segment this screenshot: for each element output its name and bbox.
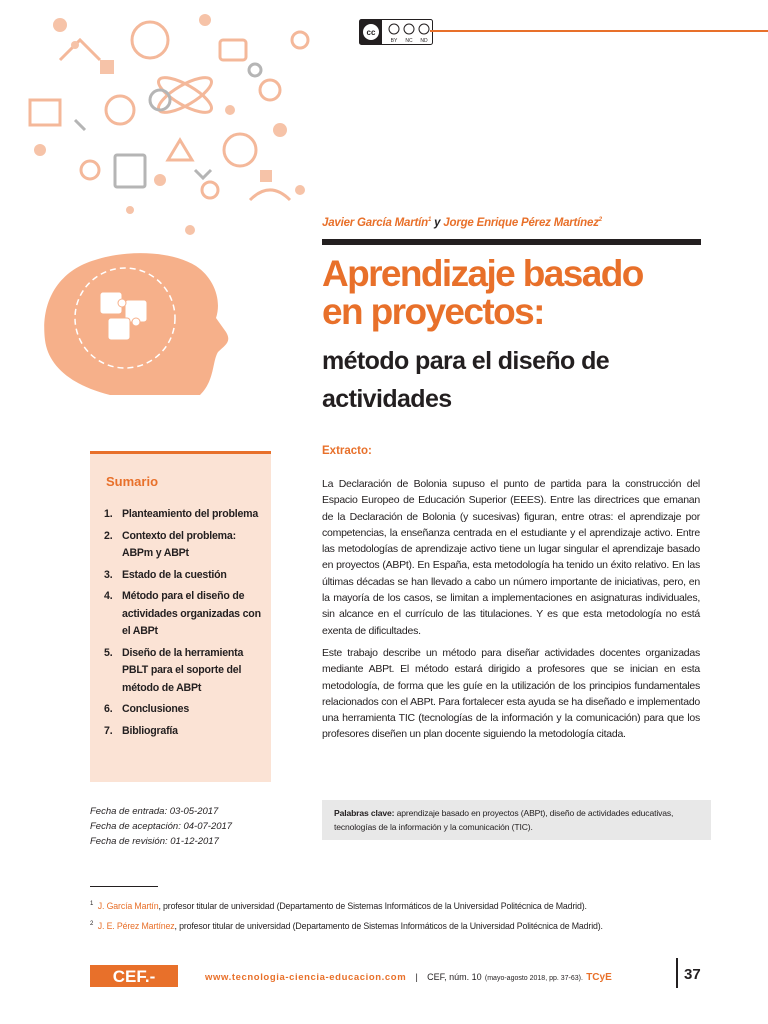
date-received: Fecha de entrada: 03-05-2017 <box>90 806 219 817</box>
keywords-label: Palabras clave: <box>334 808 395 818</box>
footnote-author-name[interactable]: J. García Martín <box>97 900 159 911</box>
toc-item[interactable] <box>104 567 269 585</box>
toc-item[interactable] <box>104 723 269 741</box>
toc-item-number: 1. <box>104 508 113 520</box>
toc-item[interactable] <box>104 588 269 641</box>
toc-title: Sumario <box>106 474 159 489</box>
cef-logo <box>90 965 178 987</box>
keywords-box <box>322 800 711 840</box>
author-1: Javier García Martín <box>322 217 428 229</box>
abstract-paragraph-2: Este trabajo describe un método para diseñar actividades docentes organizadas mediante ABPt. El método estará dirigido a profesores que se inician en esta metodología, de forma que les guíe en la utilización de los principios fundamentales relacionados con el ABPt. Para fortalecer esta ayuda se ha diseñado e implementado una herramienta TIC (tecnologías de la información y la comunicación) para que los profesores diseñen un plan docente siguiendo la metodología citada. <box>322 646 700 741</box>
toc-item-number: 3. <box>104 568 113 581</box>
footnote-author-name[interactable]: J. E. Pérez Martínez <box>97 920 175 931</box>
page-number-divider <box>676 958 678 988</box>
article-title <box>322 255 712 331</box>
license-by: BY <box>390 38 398 44</box>
toc-item[interactable] <box>104 701 269 719</box>
footer-separator: | <box>415 972 418 982</box>
toc-item-number: 2. <box>104 529 113 542</box>
subtitle-line-2: actividades <box>322 385 452 413</box>
author-1-footnote-ref[interactable]: 1 <box>427 217 432 224</box>
abstract-body <box>322 476 700 749</box>
toc-item-number: 4. <box>104 590 113 602</box>
footer-url[interactable]: www.tecnologia-ciencia-educacion.com <box>205 972 407 983</box>
footer-issue: CEF, núm. 10 <box>427 972 482 982</box>
article-subtitle <box>322 342 712 418</box>
toc-item-label: Método para el diseño de actividades organizadas con el ABPt <box>122 590 261 637</box>
toc-item-label: Conclusiones <box>122 703 190 715</box>
toc-item-number: 6. <box>104 703 113 715</box>
toc-item[interactable] <box>104 506 269 524</box>
keywords-text: aprendizaje basado en proyectos (ABPt), diseño de actividades educativas, tecnologías de la información y la comunicación (TIC). <box>334 808 674 832</box>
abstract-paragraph-1: La Declaración de Bolonia supuso el punto de partida para la construcción del Espacio Europeo de Educación Superior (EEES). Entre las directrices que emanan de la Declaración de Bolonia (y sucesivas) figuran, entre otras: el aprendizaje por competencias, la enseñanza centrada en el estudiante y el aprendizaje activo. Entre las metodologías de aprendizaje activo tiene un lugar singular el aprendizaje basado en proyectos (ABPt). En España, esta metodología ha tenido un éxito relativo. En las últimas décadas se han llevado a cabo un número importante de iniciativas, pero, en la mayoría de los casos, se limitan a implementaciones en asignaturas individuales, sin alcance en el currículo de las titulaciones. Y es que esta metodología no está exenta de dificultades. <box>322 478 700 637</box>
footnote-2 <box>90 915 730 935</box>
footnote-number: 1 <box>90 901 94 907</box>
toc-item[interactable] <box>104 645 269 698</box>
authors-conjunction: y <box>434 217 441 229</box>
authors-line <box>322 217 602 229</box>
cef-logo-text: CEF.- <box>112 967 156 986</box>
table-of-contents-panel <box>90 451 271 782</box>
toc-item-label: Estado de la cuestión <box>122 568 227 581</box>
date-accepted: Fecha de aceptación: 04-07-2017 <box>90 821 233 832</box>
footnote-1 <box>90 895 730 915</box>
title-line-1: Aprendizaje basado <box>322 253 643 294</box>
footer-journal: TCyE <box>586 972 612 983</box>
toc-item-number: 5. <box>104 646 113 659</box>
footnote-text: , profesor titular de universidad (Departamento de Sistemas Informáticos de la Universidad Politécnica de Madrid). <box>158 900 587 911</box>
toc-item-label: Contexto del problema: ABPm y ABPt <box>122 529 236 559</box>
footnote-number: 2 <box>90 920 94 927</box>
subtitle-line-1: método para el diseño de <box>322 347 610 375</box>
title-line-2: en proyectos: <box>322 291 544 332</box>
toc-list <box>104 506 269 744</box>
date-revised: Fecha de revisión: 01-12-2017 <box>90 836 219 847</box>
toc-item-label: Diseño de la herramienta PBLT para el soporte del método de ABPt <box>122 646 244 694</box>
license-nc: NC <box>405 38 413 44</box>
abstract-label: Extracto: <box>322 445 372 457</box>
footnote-text: , profesor titular de universidad (Departamento de Sistemas Informáticos de la Universidad Politécnica de Madrid). <box>174 920 603 931</box>
footnote-rule <box>90 886 158 887</box>
page-number: 37 <box>684 966 701 983</box>
license-nd: ND <box>420 38 428 44</box>
creative-commons-license-badge[interactable] <box>359 19 433 45</box>
title-rule <box>322 239 701 245</box>
toc-item-label: Planteamiento del problema <box>122 508 259 520</box>
author-2: Jorge Enrique Pérez Martínez <box>443 217 599 229</box>
footer-issue-detail: (mayo-agosto 2018, pp. 37-63). <box>484 975 583 982</box>
toc-item-label: Bibliografía <box>122 724 178 737</box>
footer-info <box>205 972 612 983</box>
header-accent-rule <box>430 30 768 32</box>
footnotes <box>90 895 730 935</box>
science-icons-illustration <box>0 0 330 420</box>
cc-text: cc <box>366 28 376 37</box>
author-2-footnote-ref[interactable]: 2 <box>598 217 602 224</box>
toc-item[interactable] <box>104 528 269 563</box>
toc-item-number: 7. <box>104 724 113 737</box>
article-dates <box>90 804 232 849</box>
